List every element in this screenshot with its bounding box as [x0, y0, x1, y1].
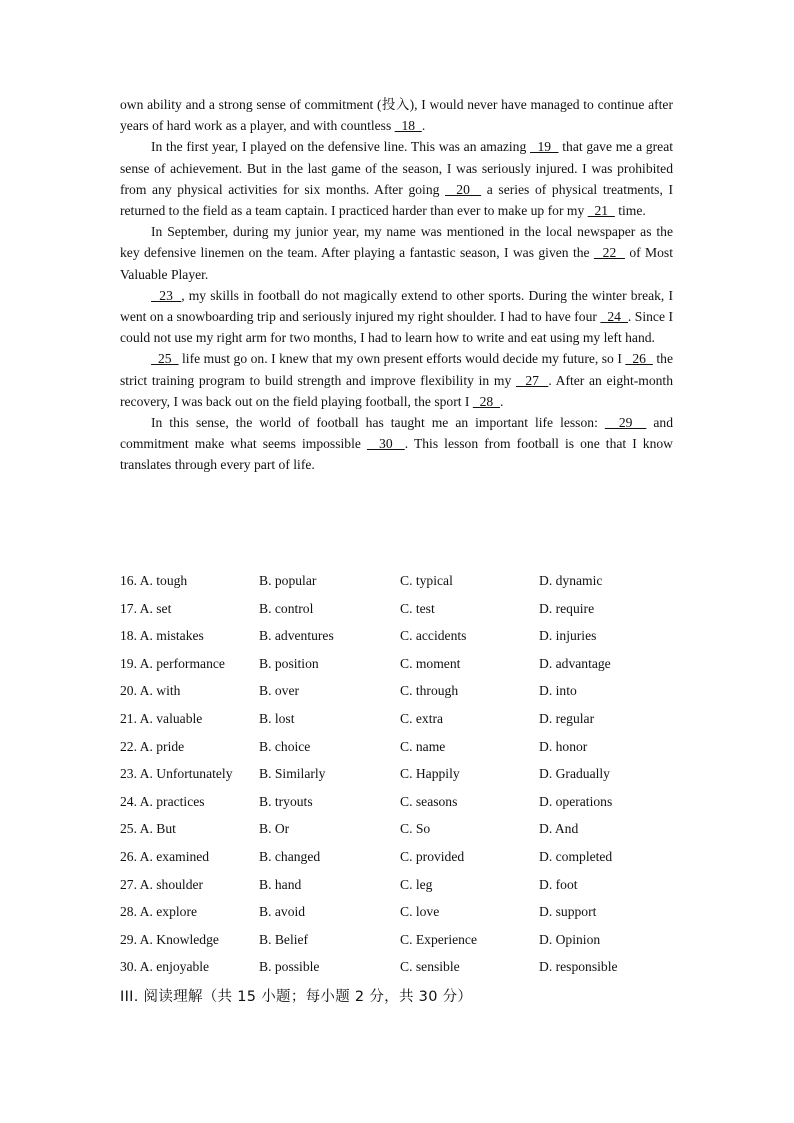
option-c: C. leg [400, 876, 433, 892]
option-a: 29. A. Knowledge [120, 931, 219, 947]
option-a: 30. A. enjoyable [120, 959, 210, 975]
option-row-28 [120, 901, 680, 929]
option-c: C. So [400, 821, 431, 837]
option-row-27 [120, 874, 680, 902]
option-c: C. sensible [400, 959, 460, 975]
option-row-22 [120, 736, 680, 764]
option-b: B. over [259, 683, 300, 699]
blank-24: 24 [600, 309, 628, 325]
option-a: 16. A. tough [120, 573, 188, 588]
option-row-21 [120, 708, 680, 736]
option-b: B. choice [259, 738, 311, 754]
option-a: 23. A. Unfortunately [120, 766, 233, 782]
option-a: 17. A. set [120, 600, 172, 616]
option-b: B. tryouts [259, 793, 313, 809]
passage-paragraph-2: In the first year, I played on the defensive line. This was an amazing 19 that gave me a great sense of achievement. But in the last game of the season, I was seriously injured. I was prohibited from any physical activities for six months. After going 20 a series of physical treatments, I returned to the field as a team captain. I practiced harder than ever to make up for my 21 time. [120, 139, 673, 219]
option-d: D. dynamic [539, 573, 603, 588]
option-row-17 [120, 598, 680, 626]
option-row-30 [120, 956, 680, 984]
option-row-19 [120, 653, 680, 681]
blank-23: 23 [151, 287, 182, 303]
option-row-20 [120, 680, 680, 708]
option-d: D. injuries [539, 628, 597, 644]
option-d: D. Gradually [539, 766, 610, 782]
option-row-23 [120, 763, 680, 791]
option-a: 25. A. But [120, 821, 176, 837]
option-row-25 [120, 818, 680, 846]
option-d: D. require [539, 600, 595, 616]
option-c: C. Experience [400, 931, 477, 947]
option-c: C. typical [400, 573, 453, 588]
option-d: D. honor [539, 738, 588, 754]
option-d: D. advantage [539, 655, 611, 671]
option-a: 18. A. mistakes [120, 628, 204, 644]
option-d: D. operations [539, 793, 613, 809]
option-b: B. Belief [259, 931, 309, 947]
option-a: 19. A. performance [120, 655, 225, 671]
blank-26: 26 [625, 351, 653, 367]
option-d: D. into [539, 683, 577, 699]
option-d: D. regular [539, 710, 595, 726]
option-c: C. extra [400, 710, 444, 726]
option-a: 20. A. with [120, 683, 181, 699]
blank-20: 20 [445, 181, 482, 197]
section-heading: III. 阅读理解（共 15 小题；每小题 2 分，共 30 分） [120, 989, 473, 1005]
option-c: C. through [400, 683, 459, 699]
option-b: B. position [259, 655, 319, 671]
option-a: 27. A. shoulder [120, 876, 204, 892]
passage-paragraph-1: own ability and a strong sense of commitment (投入), I would never have managed to continue after years of hard work as a player, and with countless 18 . [120, 97, 673, 134]
option-b: B. popular [259, 573, 317, 588]
option-d: D. Opinion [539, 931, 601, 947]
blank-18: 18 [394, 118, 422, 134]
blank-27: 27 [515, 372, 549, 388]
passage-paragraph-3: In September, during my junior year, my name was mentioned in the local newspaper as the key defensive linemen on the team. After playing a fantastic season, I was given the 22 of Most Valuable Player. [120, 224, 673, 282]
option-b: B. lost [259, 710, 295, 726]
option-a: 21. A. valuable [120, 710, 203, 726]
option-b: B. Similarly [259, 766, 326, 782]
blank-25: 25 [151, 351, 179, 367]
option-c: C. moment [400, 655, 461, 671]
option-b: B. hand [259, 876, 302, 892]
option-a: 24. A. practices [120, 793, 205, 809]
option-c: C. love [400, 904, 440, 920]
passage-paragraph-6: In this sense, the world of football has taught me an important life lesson: 29 and commitment make what seems impossible 30 . This lesson from football is one that I know translates through every part of life. [120, 415, 674, 473]
option-c: C. Happily [400, 766, 460, 782]
option-c: C. accidents [400, 628, 467, 644]
option-a: 28. A. explore [120, 904, 198, 920]
option-b: B. possible [259, 959, 320, 975]
option-d: D. support [539, 904, 597, 920]
option-c: C. test [400, 600, 435, 616]
option-row-24 [120, 791, 680, 819]
option-a: 26. A. examined [120, 848, 210, 864]
passage-paragraph-5: 25 life must go on. I knew that my own present efforts would decide my future, so I 26 the strict training program to build strength and improve flexibility in my 27 . After an eight-month recovery, I was back out on the field playing football, the sport I 28 . [120, 351, 674, 409]
option-d: D. And [539, 821, 579, 837]
blank-30: 30 [366, 436, 405, 452]
passage-paragraph-4: 23 , my skills in football do not magically extend to other sports. During the winter break, I went on a snowboarding trip and seriously injured my right shoulder. I had to have four 24 . Since I could not use my right arm for two months, I had to learn how to write and eat using my left hand. [120, 287, 674, 346]
blank-21: 21 [587, 203, 615, 219]
option-b: B. control [259, 600, 314, 616]
option-row-16 [120, 570, 680, 598]
blank-29: 29 [604, 415, 647, 431]
option-c: C. name [400, 738, 446, 754]
blank-22: 22 [593, 245, 625, 261]
option-a: 22. A. pride [120, 738, 185, 754]
option-c: C. provided [400, 848, 465, 864]
option-c: C. seasons [400, 793, 458, 809]
option-b: B. avoid [259, 904, 306, 920]
answer-options [120, 570, 680, 984]
option-row-29 [120, 929, 680, 957]
blank-28: 28 [472, 393, 501, 409]
option-b: B. changed [259, 848, 321, 864]
option-row-26 [120, 846, 680, 874]
option-b: B. Or [259, 821, 290, 837]
option-d: D. completed [539, 848, 613, 864]
option-d: D. foot [539, 876, 578, 892]
option-d: D. responsible [539, 959, 618, 975]
cloze-passage [120, 94, 673, 476]
option-b: B. adventures [259, 628, 334, 644]
option-row-18 [120, 625, 680, 653]
blank-19: 19 [530, 139, 559, 155]
